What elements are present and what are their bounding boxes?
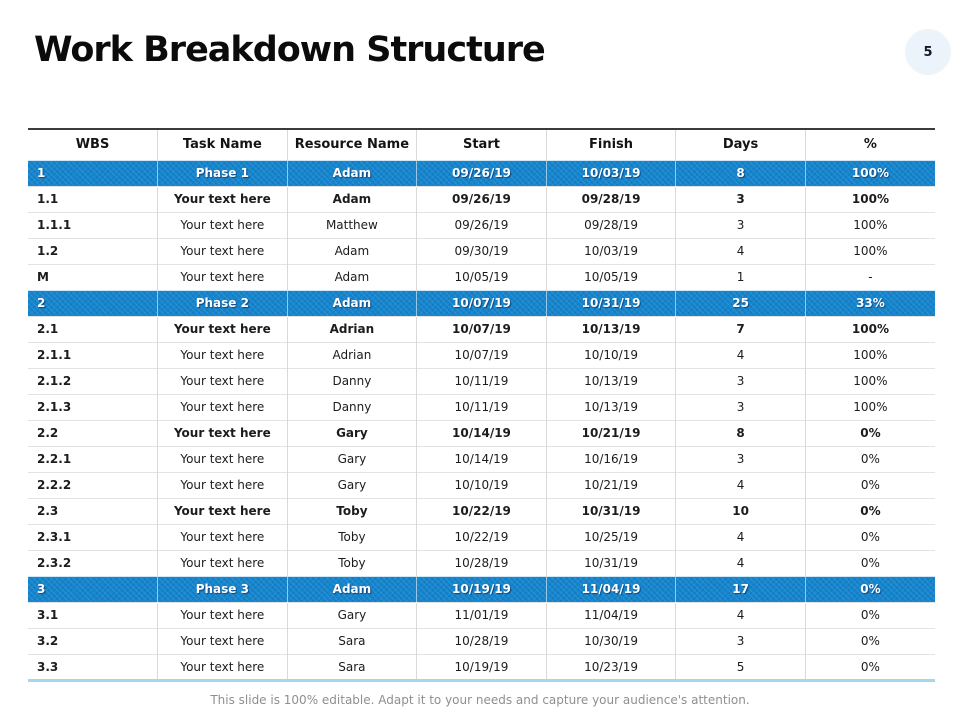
cell-resource-name: Danny <box>287 394 417 420</box>
cell-finish: 09/28/19 <box>546 212 676 238</box>
cell-wbs: 3.1 <box>28 602 158 628</box>
cell-start: 10/14/19 <box>417 446 547 472</box>
table-row <box>28 446 935 472</box>
cell-finish: 10/16/19 <box>546 446 676 472</box>
cell-task-name: Your text here <box>158 654 288 680</box>
table-row <box>28 290 935 316</box>
cell-finish: 10/21/19 <box>546 420 676 446</box>
cell-days: 8 <box>676 420 806 446</box>
table-header-row <box>28 129 935 160</box>
cell-task-name: Your text here <box>158 238 288 264</box>
cell-resource-name: Toby <box>287 498 417 524</box>
table-row <box>28 550 935 576</box>
cell-start: 10/28/19 <box>417 628 547 654</box>
cell-task-name: Your text here <box>158 602 288 628</box>
cell-wbs: 2.2.1 <box>28 446 158 472</box>
cell-resource-name: Gary <box>287 602 417 628</box>
cell-resource-name: Adam <box>287 290 417 316</box>
cell-resource-name: Gary <box>287 420 417 446</box>
cell-finish: 10/03/19 <box>546 160 676 186</box>
cell-task-name: Your text here <box>158 264 288 290</box>
column-header-finish: Finish <box>546 129 676 160</box>
cell-wbs: 2.2 <box>28 420 158 446</box>
cell-finish: 09/28/19 <box>546 186 676 212</box>
cell-finish: 10/31/19 <box>546 498 676 524</box>
cell-start: 10/07/19 <box>417 290 547 316</box>
cell-days: 4 <box>676 238 806 264</box>
cell-finish: 10/13/19 <box>546 368 676 394</box>
cell-start: 09/26/19 <box>417 212 547 238</box>
wbs-table <box>28 128 935 682</box>
cell-wbs: 2.1.2 <box>28 368 158 394</box>
table-row <box>28 316 935 342</box>
cell-days: 7 <box>676 316 806 342</box>
cell-percent: 0% <box>805 576 935 602</box>
cell-wbs: 3.2 <box>28 628 158 654</box>
cell-task-name: Your text here <box>158 212 288 238</box>
cell-days: 4 <box>676 550 806 576</box>
cell-start: 10/28/19 <box>417 550 547 576</box>
cell-percent: 0% <box>805 628 935 654</box>
cell-percent: 0% <box>805 446 935 472</box>
cell-finish: 11/04/19 <box>546 602 676 628</box>
column-header-wbs: WBS <box>28 129 158 160</box>
cell-percent: 0% <box>805 654 935 680</box>
cell-days: 5 <box>676 654 806 680</box>
cell-task-name: Your text here <box>158 316 288 342</box>
cell-percent: 0% <box>805 498 935 524</box>
table-row <box>28 160 935 186</box>
cell-percent: 100% <box>805 238 935 264</box>
table-row <box>28 238 935 264</box>
cell-resource-name: Adam <box>287 576 417 602</box>
table-row <box>28 602 935 628</box>
page-number-badge <box>905 29 951 75</box>
cell-resource-name: Sara <box>287 628 417 654</box>
cell-finish: 10/13/19 <box>546 316 676 342</box>
table-row <box>28 472 935 498</box>
page-title: Work Breakdown Structure <box>34 30 545 70</box>
cell-percent: 0% <box>805 550 935 576</box>
cell-wbs: 2.3.1 <box>28 524 158 550</box>
cell-resource-name: Adrian <box>287 316 417 342</box>
table-body <box>28 160 935 680</box>
cell-start: 10/07/19 <box>417 342 547 368</box>
cell-finish: 10/31/19 <box>546 550 676 576</box>
cell-start: 09/26/19 <box>417 160 547 186</box>
cell-start: 10/14/19 <box>417 420 547 446</box>
cell-resource-name: Matthew <box>287 212 417 238</box>
column-header-days: Days <box>676 129 806 160</box>
cell-days: 3 <box>676 394 806 420</box>
cell-task-name: Your text here <box>158 420 288 446</box>
footer-note: This slide is 100% editable. Adapt it to your needs and capture your audience's attention. <box>210 693 750 707</box>
cell-days: 10 <box>676 498 806 524</box>
cell-days: 4 <box>676 342 806 368</box>
cell-days: 8 <box>676 160 806 186</box>
cell-percent: 100% <box>805 160 935 186</box>
cell-task-name: Your text here <box>158 628 288 654</box>
cell-wbs: 1.1.1 <box>28 212 158 238</box>
cell-wbs: M <box>28 264 158 290</box>
cell-percent: - <box>805 264 935 290</box>
cell-resource-name: Danny <box>287 368 417 394</box>
cell-resource-name: Adrian <box>287 342 417 368</box>
cell-percent: 100% <box>805 316 935 342</box>
table-row <box>28 524 935 550</box>
cell-wbs: 3.3 <box>28 654 158 680</box>
cell-days: 1 <box>676 264 806 290</box>
cell-days: 17 <box>676 576 806 602</box>
cell-finish: 10/25/19 <box>546 524 676 550</box>
cell-start: 10/07/19 <box>417 316 547 342</box>
cell-wbs: 1.2 <box>28 238 158 264</box>
cell-finish: 11/04/19 <box>546 576 676 602</box>
cell-finish: 10/23/19 <box>546 654 676 680</box>
cell-finish: 10/30/19 <box>546 628 676 654</box>
cell-task-name: Your text here <box>158 472 288 498</box>
cell-start: 09/30/19 <box>417 238 547 264</box>
cell-percent: 100% <box>805 212 935 238</box>
cell-task-name: Your text here <box>158 550 288 576</box>
cell-wbs: 2.3 <box>28 498 158 524</box>
cell-days: 25 <box>676 290 806 316</box>
cell-resource-name: Toby <box>287 550 417 576</box>
cell-resource-name: Sara <box>287 654 417 680</box>
cell-finish: 10/31/19 <box>546 290 676 316</box>
cell-task-name: Your text here <box>158 498 288 524</box>
cell-resource-name: Adam <box>287 238 417 264</box>
wbs-table-container <box>28 128 935 682</box>
cell-start: 10/11/19 <box>417 368 547 394</box>
cell-percent: 33% <box>805 290 935 316</box>
cell-days: 4 <box>676 524 806 550</box>
column-header-task-name: Task Name <box>158 129 288 160</box>
cell-days: 3 <box>676 628 806 654</box>
cell-wbs: 3 <box>28 576 158 602</box>
cell-percent: 100% <box>805 186 935 212</box>
cell-days: 4 <box>676 472 806 498</box>
column-header-start: Start <box>417 129 547 160</box>
cell-wbs: 1 <box>28 160 158 186</box>
cell-finish: 10/10/19 <box>546 342 676 368</box>
cell-task-name: Your text here <box>158 342 288 368</box>
table-row <box>28 420 935 446</box>
cell-start: 10/11/19 <box>417 394 547 420</box>
table-row <box>28 342 935 368</box>
cell-start: 09/26/19 <box>417 186 547 212</box>
cell-wbs: 2.1.1 <box>28 342 158 368</box>
cell-percent: 100% <box>805 342 935 368</box>
cell-start: 10/22/19 <box>417 498 547 524</box>
cell-finish: 10/13/19 <box>546 394 676 420</box>
table-row <box>28 654 935 680</box>
cell-task-name: Your text here <box>158 186 288 212</box>
cell-wbs: 2.2.2 <box>28 472 158 498</box>
cell-resource-name: Adam <box>287 160 417 186</box>
cell-wbs: 2.3.2 <box>28 550 158 576</box>
cell-percent: 0% <box>805 420 935 446</box>
cell-start: 10/19/19 <box>417 576 547 602</box>
cell-resource-name: Gary <box>287 472 417 498</box>
table-row <box>28 368 935 394</box>
cell-percent: 100% <box>805 368 935 394</box>
cell-resource-name: Adam <box>287 264 417 290</box>
cell-start: 10/05/19 <box>417 264 547 290</box>
page-number: 5 <box>923 44 933 60</box>
column-header-resource-name: Resource Name <box>287 129 417 160</box>
cell-task-name: Phase 2 <box>158 290 288 316</box>
cell-percent: 0% <box>805 472 935 498</box>
table-row <box>28 212 935 238</box>
cell-task-name: Phase 3 <box>158 576 288 602</box>
cell-wbs: 2.1 <box>28 316 158 342</box>
cell-percent: 100% <box>805 394 935 420</box>
table-row <box>28 264 935 290</box>
cell-start: 11/01/19 <box>417 602 547 628</box>
cell-finish: 10/05/19 <box>546 264 676 290</box>
cell-resource-name: Adam <box>287 186 417 212</box>
column-header-percent: % <box>805 129 935 160</box>
cell-finish: 10/03/19 <box>546 238 676 264</box>
table-row <box>28 628 935 654</box>
cell-task-name: Phase 1 <box>158 160 288 186</box>
cell-percent: 0% <box>805 602 935 628</box>
cell-days: 3 <box>676 446 806 472</box>
cell-task-name: Your text here <box>158 524 288 550</box>
cell-days: 3 <box>676 186 806 212</box>
cell-start: 10/19/19 <box>417 654 547 680</box>
cell-resource-name: Gary <box>287 446 417 472</box>
cell-days: 4 <box>676 602 806 628</box>
cell-start: 10/10/19 <box>417 472 547 498</box>
cell-days: 3 <box>676 212 806 238</box>
table-row <box>28 498 935 524</box>
cell-days: 3 <box>676 368 806 394</box>
cell-task-name: Your text here <box>158 446 288 472</box>
table-row <box>28 186 935 212</box>
table-row <box>28 394 935 420</box>
cell-wbs: 2 <box>28 290 158 316</box>
cell-finish: 10/21/19 <box>546 472 676 498</box>
cell-task-name: Your text here <box>158 368 288 394</box>
cell-wbs: 2.1.3 <box>28 394 158 420</box>
table-row <box>28 576 935 602</box>
cell-wbs: 1.1 <box>28 186 158 212</box>
cell-percent: 0% <box>805 524 935 550</box>
cell-resource-name: Toby <box>287 524 417 550</box>
cell-start: 10/22/19 <box>417 524 547 550</box>
cell-task-name: Your text here <box>158 394 288 420</box>
